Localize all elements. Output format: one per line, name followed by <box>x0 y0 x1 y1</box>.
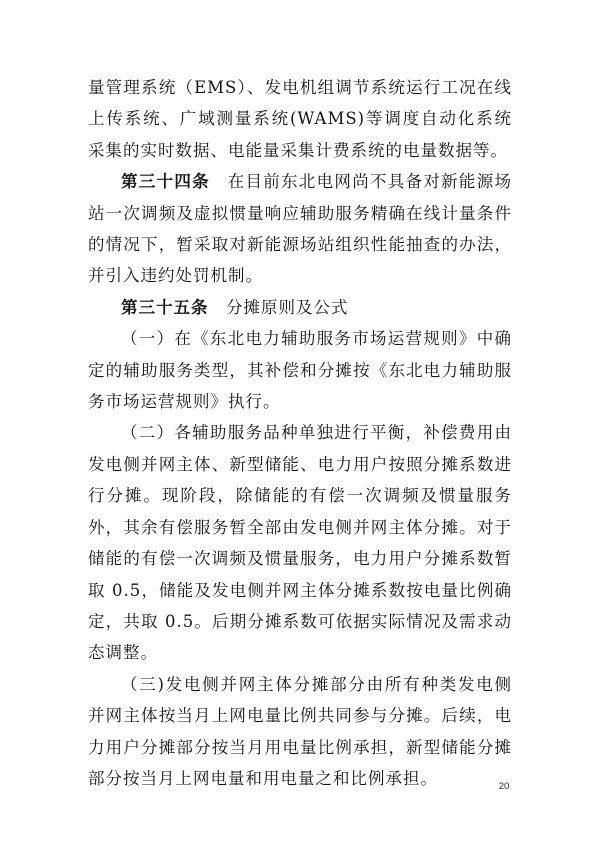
paragraph-text: （二）各辅助服务品种单独进行平衡，补偿费用由发电侧并网主体、新型储能、电力用户按照分摊系数进行分摊。现阶段，除储能的有偿一次调频及惯量服务外，其余有偿服务暂全部由发电侧并网主体分摊。对于储能的有偿一次调频及惯量服务，电力用户分摊系数暂取 0.5，储能及发电侧并网主体分摊系数按电量比例确定，共取 0.5。后期分摊系数可依据实际情况及需求动态调整。 <box>88 423 512 663</box>
paragraph-text: 分摊原则及公式 <box>208 297 349 317</box>
paragraph-text: （三)发电侧并网主体分摊部分由所有种类发电侧并网主体按当月上网电量比例共同参与分摊。后续，电力用户分摊部分按当月用电量比例承担，新型储能分摊部分按当月上网电量和用电量之和比例承担。 <box>88 674 512 788</box>
paragraph-article-35 <box>88 292 512 323</box>
paragraph-text: 在目前东北电网尚不具备对新能源场站一次调频及虚拟惯量响应辅助服务精确在线计量条件的情况下，暂采取对新能源场站组织性能抽查的办法，并引入违约处罚机制。 <box>88 172 513 286</box>
paragraph-item-3 <box>88 669 512 795</box>
page-number: 20 <box>498 781 510 792</box>
paragraph-article-34 <box>88 166 512 292</box>
paragraph-item-2 <box>88 417 512 668</box>
paragraph-text: 量管理系统（EMS）、发电机组调节系统运行工况在线上传系统、广域测量系统(WAMS)等调度自动化系统采集的实时数据、电能量采集计费系统的电量数据等。 <box>88 78 512 160</box>
article-number: 第三十五条 <box>121 297 209 317</box>
article-number: 第三十四条 <box>121 172 210 192</box>
paragraph-continuation <box>88 72 512 166</box>
paragraph-text: （一）在《东北电力辅助服务市场运营规则》中确定的辅助服务类型，其补偿和分摊按《东北电力辅助服务市场运营规则》执行。 <box>88 329 512 412</box>
document-body <box>88 72 512 794</box>
paragraph-item-1 <box>88 323 512 417</box>
